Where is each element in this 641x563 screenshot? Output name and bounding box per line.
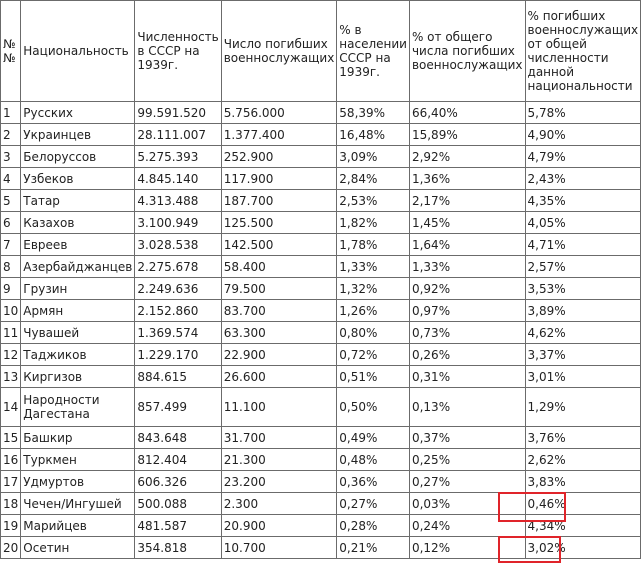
table-row (1, 449, 641, 471)
cell-nationality: Туркмен (21, 449, 135, 471)
cell-pct-of-nationality: 2,62% (525, 449, 641, 471)
cell-pct-deaths: 0,27% (409, 471, 525, 493)
cell-pct-of-nationality: 4,35% (525, 190, 641, 212)
cell-pct-population: 1,33% (337, 256, 410, 278)
cell-pct-deaths: 0,92% (409, 278, 525, 300)
cell-population: 5.275.393 (135, 146, 221, 168)
cell-number: 3 (1, 146, 21, 168)
cell-number: 9 (1, 278, 21, 300)
header-row (1, 1, 641, 102)
cell-deaths: 23.200 (221, 471, 337, 493)
cell-pct-of-nationality: 2,57% (525, 256, 641, 278)
cell-nationality: Башкир (21, 427, 135, 449)
cell-nationality: Казахов (21, 212, 135, 234)
cell-population: 4.845.140 (135, 168, 221, 190)
table-row (1, 190, 641, 212)
cell-number: 18 (1, 493, 21, 515)
cell-population: 2.152.860 (135, 300, 221, 322)
cell-pct-of-nationality: 3,37% (525, 344, 641, 366)
table-row (1, 102, 641, 124)
cell-pct-deaths: 2,92% (409, 146, 525, 168)
cell-nationality: Узбеков (21, 168, 135, 190)
table-row (1, 471, 641, 493)
header-nationality: Национальность (21, 1, 135, 102)
cell-pct-population: 1,26% (337, 300, 410, 322)
cell-nationality: Удмуртов (21, 471, 135, 493)
cell-pct-population: 1,82% (337, 212, 410, 234)
cell-number: 15 (1, 427, 21, 449)
cell-deaths: 20.900 (221, 515, 337, 537)
table-row (1, 146, 641, 168)
cell-pct-of-nationality: 3,89% (525, 300, 641, 322)
cell-nationality: Русских (21, 102, 135, 124)
header-number: № № (1, 1, 21, 102)
cell-population: 884.615 (135, 366, 221, 388)
table-row (1, 515, 641, 537)
cell-pct-of-nationality: 0,46% (525, 493, 641, 515)
cell-pct-deaths: 1,45% (409, 212, 525, 234)
cell-number: 12 (1, 344, 21, 366)
cell-number: 2 (1, 124, 21, 146)
cell-nationality: Украинцев (21, 124, 135, 146)
cell-number: 19 (1, 515, 21, 537)
cell-pct-deaths: 2,17% (409, 190, 525, 212)
cell-pct-deaths: 0,25% (409, 449, 525, 471)
cell-pct-deaths: 0,03% (409, 493, 525, 515)
cell-deaths: 187.700 (221, 190, 337, 212)
cell-pct-population: 0,80% (337, 322, 410, 344)
cell-number: 4 (1, 168, 21, 190)
cell-nationality: Киргизов (21, 366, 135, 388)
table-row (1, 344, 641, 366)
header-pct-population: % в населении СССР на 1939г. (337, 1, 410, 102)
cell-pct-population: 2,53% (337, 190, 410, 212)
cell-deaths: 125.500 (221, 212, 337, 234)
cell-pct-population: 3,09% (337, 146, 410, 168)
cell-deaths: 2.300 (221, 493, 337, 515)
cell-number: 7 (1, 234, 21, 256)
cell-population: 1.369.574 (135, 322, 221, 344)
cell-pct-population: 2,84% (337, 168, 410, 190)
cell-pct-of-nationality: 1,29% (525, 388, 641, 427)
cell-pct-deaths: 0,31% (409, 366, 525, 388)
cell-nationality: Чувашей (21, 322, 135, 344)
cell-pct-deaths: 66,40% (409, 102, 525, 124)
cell-number: 1 (1, 102, 21, 124)
cell-pct-population: 0,49% (337, 427, 410, 449)
cell-nationality: Армян (21, 300, 135, 322)
cell-nationality: Осетин (21, 537, 135, 559)
cell-deaths: 117.900 (221, 168, 337, 190)
cell-pct-population: 16,48% (337, 124, 410, 146)
cell-deaths: 142.500 (221, 234, 337, 256)
cell-pct-deaths: 0,13% (409, 388, 525, 427)
cell-deaths: 63.300 (221, 322, 337, 344)
cell-pct-of-nationality: 3,53% (525, 278, 641, 300)
cell-population: 812.404 (135, 449, 221, 471)
cell-nationality: Азербайджанцев (21, 256, 135, 278)
cell-pct-population: 0,48% (337, 449, 410, 471)
cell-pct-of-nationality: 4,05% (525, 212, 641, 234)
cell-population: 2.249.636 (135, 278, 221, 300)
cell-deaths: 1.377.400 (221, 124, 337, 146)
cell-pct-population: 0,72% (337, 344, 410, 366)
cell-pct-of-nationality: 5,78% (525, 102, 641, 124)
cell-pct-deaths: 0,37% (409, 427, 525, 449)
cell-population: 857.499 (135, 388, 221, 427)
cell-nationality: Татар (21, 190, 135, 212)
cell-pct-deaths: 1,33% (409, 256, 525, 278)
cell-pct-of-nationality: 4,79% (525, 146, 641, 168)
cell-population: 99.591.520 (135, 102, 221, 124)
table-row (1, 124, 641, 146)
cell-number: 11 (1, 322, 21, 344)
cell-pct-of-nationality: 3,76% (525, 427, 641, 449)
cell-population: 481.587 (135, 515, 221, 537)
cell-deaths: 26.600 (221, 366, 337, 388)
cell-number: 16 (1, 449, 21, 471)
table-row (1, 256, 641, 278)
table-row (1, 537, 641, 559)
cell-pct-deaths: 1,36% (409, 168, 525, 190)
table-row (1, 366, 641, 388)
table-row (1, 388, 641, 427)
table-row (1, 168, 641, 190)
cell-number: 13 (1, 366, 21, 388)
header-deaths: Число погибших военнослужащих (221, 1, 337, 102)
cell-deaths: 10.700 (221, 537, 337, 559)
table-row (1, 212, 641, 234)
cell-number: 20 (1, 537, 21, 559)
cell-pct-population: 0,50% (337, 388, 410, 427)
cell-nationality: Народности Дагестана (21, 388, 135, 427)
cell-pct-population: 0,51% (337, 366, 410, 388)
table-row (1, 322, 641, 344)
cell-number: 10 (1, 300, 21, 322)
cell-pct-of-nationality: 4,34% (525, 515, 641, 537)
cell-deaths: 252.900 (221, 146, 337, 168)
cell-pct-deaths: 0,97% (409, 300, 525, 322)
header-population: Численность в СССР на 1939г. (135, 1, 221, 102)
header-pct-of-nationality: % погибших военнослужащих от общей численности данной национальности (525, 1, 641, 102)
cell-deaths: 79.500 (221, 278, 337, 300)
cell-pct-population: 1,78% (337, 234, 410, 256)
cell-pct-population: 0,21% (337, 537, 410, 559)
cell-pct-of-nationality: 4,90% (525, 124, 641, 146)
cell-pct-of-nationality: 3,83% (525, 471, 641, 493)
cell-pct-deaths: 0,26% (409, 344, 525, 366)
cell-population: 500.088 (135, 493, 221, 515)
cell-population: 843.648 (135, 427, 221, 449)
table-row (1, 234, 641, 256)
cell-number: 8 (1, 256, 21, 278)
cell-population: 2.275.678 (135, 256, 221, 278)
cell-number: 17 (1, 471, 21, 493)
cell-pct-population: 0,27% (337, 493, 410, 515)
table-row (1, 300, 641, 322)
header-pct-deaths: % от общего числа погибших военнослужащих (409, 1, 525, 102)
cell-number: 5 (1, 190, 21, 212)
cell-deaths: 5.756.000 (221, 102, 337, 124)
cell-nationality: Чечен/Ингушей (21, 493, 135, 515)
cell-pct-deaths: 0,73% (409, 322, 525, 344)
cell-population: 28.111.007 (135, 124, 221, 146)
cell-deaths: 31.700 (221, 427, 337, 449)
cell-pct-deaths: 1,64% (409, 234, 525, 256)
cell-deaths: 11.100 (221, 388, 337, 427)
cell-deaths: 21.300 (221, 449, 337, 471)
cell-pct-of-nationality: 2,43% (525, 168, 641, 190)
cell-pct-population: 0,28% (337, 515, 410, 537)
cell-population: 3.028.538 (135, 234, 221, 256)
cell-number: 6 (1, 212, 21, 234)
table-row (1, 427, 641, 449)
cell-nationality: Таджиков (21, 344, 135, 366)
cell-pct-deaths: 15,89% (409, 124, 525, 146)
cell-deaths: 22.900 (221, 344, 337, 366)
cell-pct-of-nationality: 4,62% (525, 322, 641, 344)
cell-population: 3.100.949 (135, 212, 221, 234)
table-row (1, 278, 641, 300)
cell-pct-deaths: 0,24% (409, 515, 525, 537)
cell-pct-of-nationality: 3,01% (525, 366, 641, 388)
cell-pct-population: 58,39% (337, 102, 410, 124)
table-row (1, 493, 641, 515)
table-body (1, 102, 641, 559)
cell-pct-population: 0,36% (337, 471, 410, 493)
cell-pct-population: 1,32% (337, 278, 410, 300)
cell-population: 606.326 (135, 471, 221, 493)
cell-deaths: 83.700 (221, 300, 337, 322)
cell-population: 1.229.170 (135, 344, 221, 366)
cell-nationality: Марийцев (21, 515, 135, 537)
cell-nationality: Евреев (21, 234, 135, 256)
cell-population: 4.313.488 (135, 190, 221, 212)
cell-pct-of-nationality: 3,02% (525, 537, 641, 559)
cell-pct-of-nationality: 4,71% (525, 234, 641, 256)
cell-deaths: 58.400 (221, 256, 337, 278)
cell-population: 354.818 (135, 537, 221, 559)
cell-nationality: Белоруссов (21, 146, 135, 168)
cell-nationality: Грузин (21, 278, 135, 300)
cell-pct-deaths: 0,12% (409, 537, 525, 559)
cell-number: 14 (1, 388, 21, 427)
